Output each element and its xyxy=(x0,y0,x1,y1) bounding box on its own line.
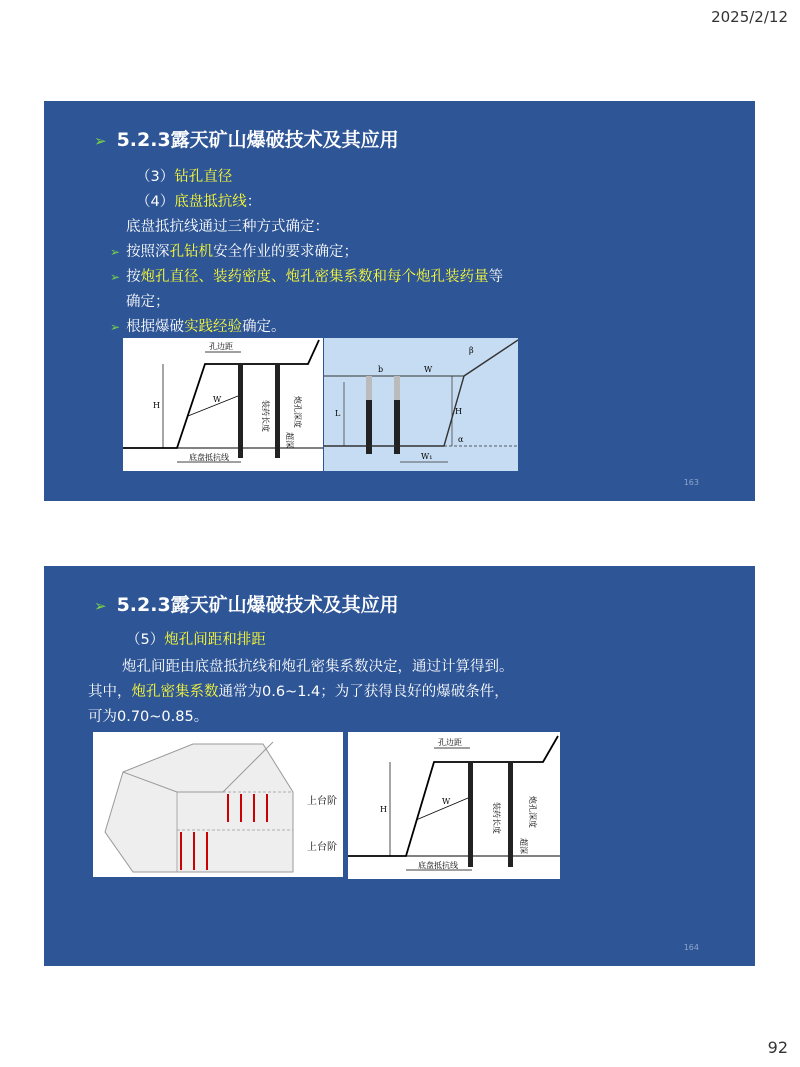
slide-number: 164 xyxy=(683,943,699,952)
label-l: L xyxy=(335,409,341,418)
bullet-item-2: ➢ 按炮孔直径、装药密度、炮孔密集系数和每个炮孔装药量等 xyxy=(110,269,504,285)
label-toe-burden: 底盘抵抗线 xyxy=(189,453,229,462)
label-lower-bench: 上台阶 xyxy=(307,842,337,853)
label-h: H xyxy=(380,805,387,814)
paragraph-line-1: 炮孔间距由底盘抵抗线和炮孔密集系数决定，通过计算得到。 xyxy=(122,659,514,675)
label-hole-spacing: 孔边距 xyxy=(209,342,233,351)
label-charge-length: 装药长度 xyxy=(492,802,501,834)
bench-section-diagram xyxy=(348,732,560,879)
blasthole-1 xyxy=(238,364,243,458)
label-hole-spacing: 孔边距 xyxy=(438,738,462,747)
label-hole-depth: 炮孔深度 xyxy=(293,396,302,428)
item-hole-spacing: （5）炮孔间距和排距 xyxy=(126,632,266,648)
blasthole-2 xyxy=(275,364,280,458)
intro-text: 底盘抵抗线通过三种方式确定： xyxy=(126,219,329,235)
blasthole-2 xyxy=(508,762,513,867)
page-number: 92 xyxy=(767,1038,788,1057)
slide-164 xyxy=(44,566,755,966)
paragraph-line-2: 其中，炮孔密集系数通常为0.6~1.4；为了获得良好的爆破条件， xyxy=(88,684,509,700)
two-bench-3d-diagram xyxy=(93,732,343,877)
label-overdrill: 超深 xyxy=(519,838,528,854)
label-h: H xyxy=(455,407,462,416)
blast-parameter-diagram xyxy=(324,338,518,471)
label-hole-depth: 炮孔深度 xyxy=(528,796,537,828)
label-overdrill: 超深 xyxy=(285,432,294,448)
label-w: W xyxy=(442,797,451,806)
item-drill-diameter: （3）钻孔直径 xyxy=(136,169,233,185)
label-beta: β xyxy=(469,346,474,355)
bullet-item-1: ➢ 按照深孔钻机安全作业的要求确定； xyxy=(110,244,359,260)
label-charge-length: 装药长度 xyxy=(261,400,270,432)
slide-title: ➢ 5.2.3露天矿山爆破技术及其应用 xyxy=(94,129,399,151)
arrow-bullet-icon: ➢ xyxy=(94,597,107,615)
label-alpha: α xyxy=(458,435,464,444)
bullet-item-2-cont: 确定； xyxy=(126,294,170,310)
paragraph-line-3: 可为0.70~0.85。 xyxy=(88,709,209,725)
slide-number: 163 xyxy=(683,478,699,487)
label-b: b xyxy=(378,365,384,374)
slide-title: ➢ 5.2.3露天矿山爆破技术及其应用 xyxy=(94,594,399,616)
label-w: W xyxy=(424,365,433,374)
slide-163 xyxy=(44,101,755,501)
label-w1: W₁ xyxy=(421,452,433,461)
arrow-bullet-icon: ➢ xyxy=(94,132,107,150)
arrow-bullet-icon: ➢ xyxy=(110,270,121,284)
print-date: 2025/2/12 xyxy=(711,8,788,26)
item-toe-burden: （4）底盘抵抗线： xyxy=(136,194,262,210)
arrow-bullet-icon: ➢ xyxy=(110,320,121,334)
label-w: W xyxy=(213,395,222,404)
bench-section-diagram xyxy=(123,338,323,471)
blasthole-1 xyxy=(468,762,473,867)
label-upper-bench: 上台阶 xyxy=(307,796,337,807)
label-h: H xyxy=(153,401,160,410)
label-toe-burden: 底盘抵抗线 xyxy=(418,861,458,870)
arrow-bullet-icon: ➢ xyxy=(110,245,121,259)
bullet-item-3: ➢ 根据爆破实践经验确定。 xyxy=(110,319,286,335)
